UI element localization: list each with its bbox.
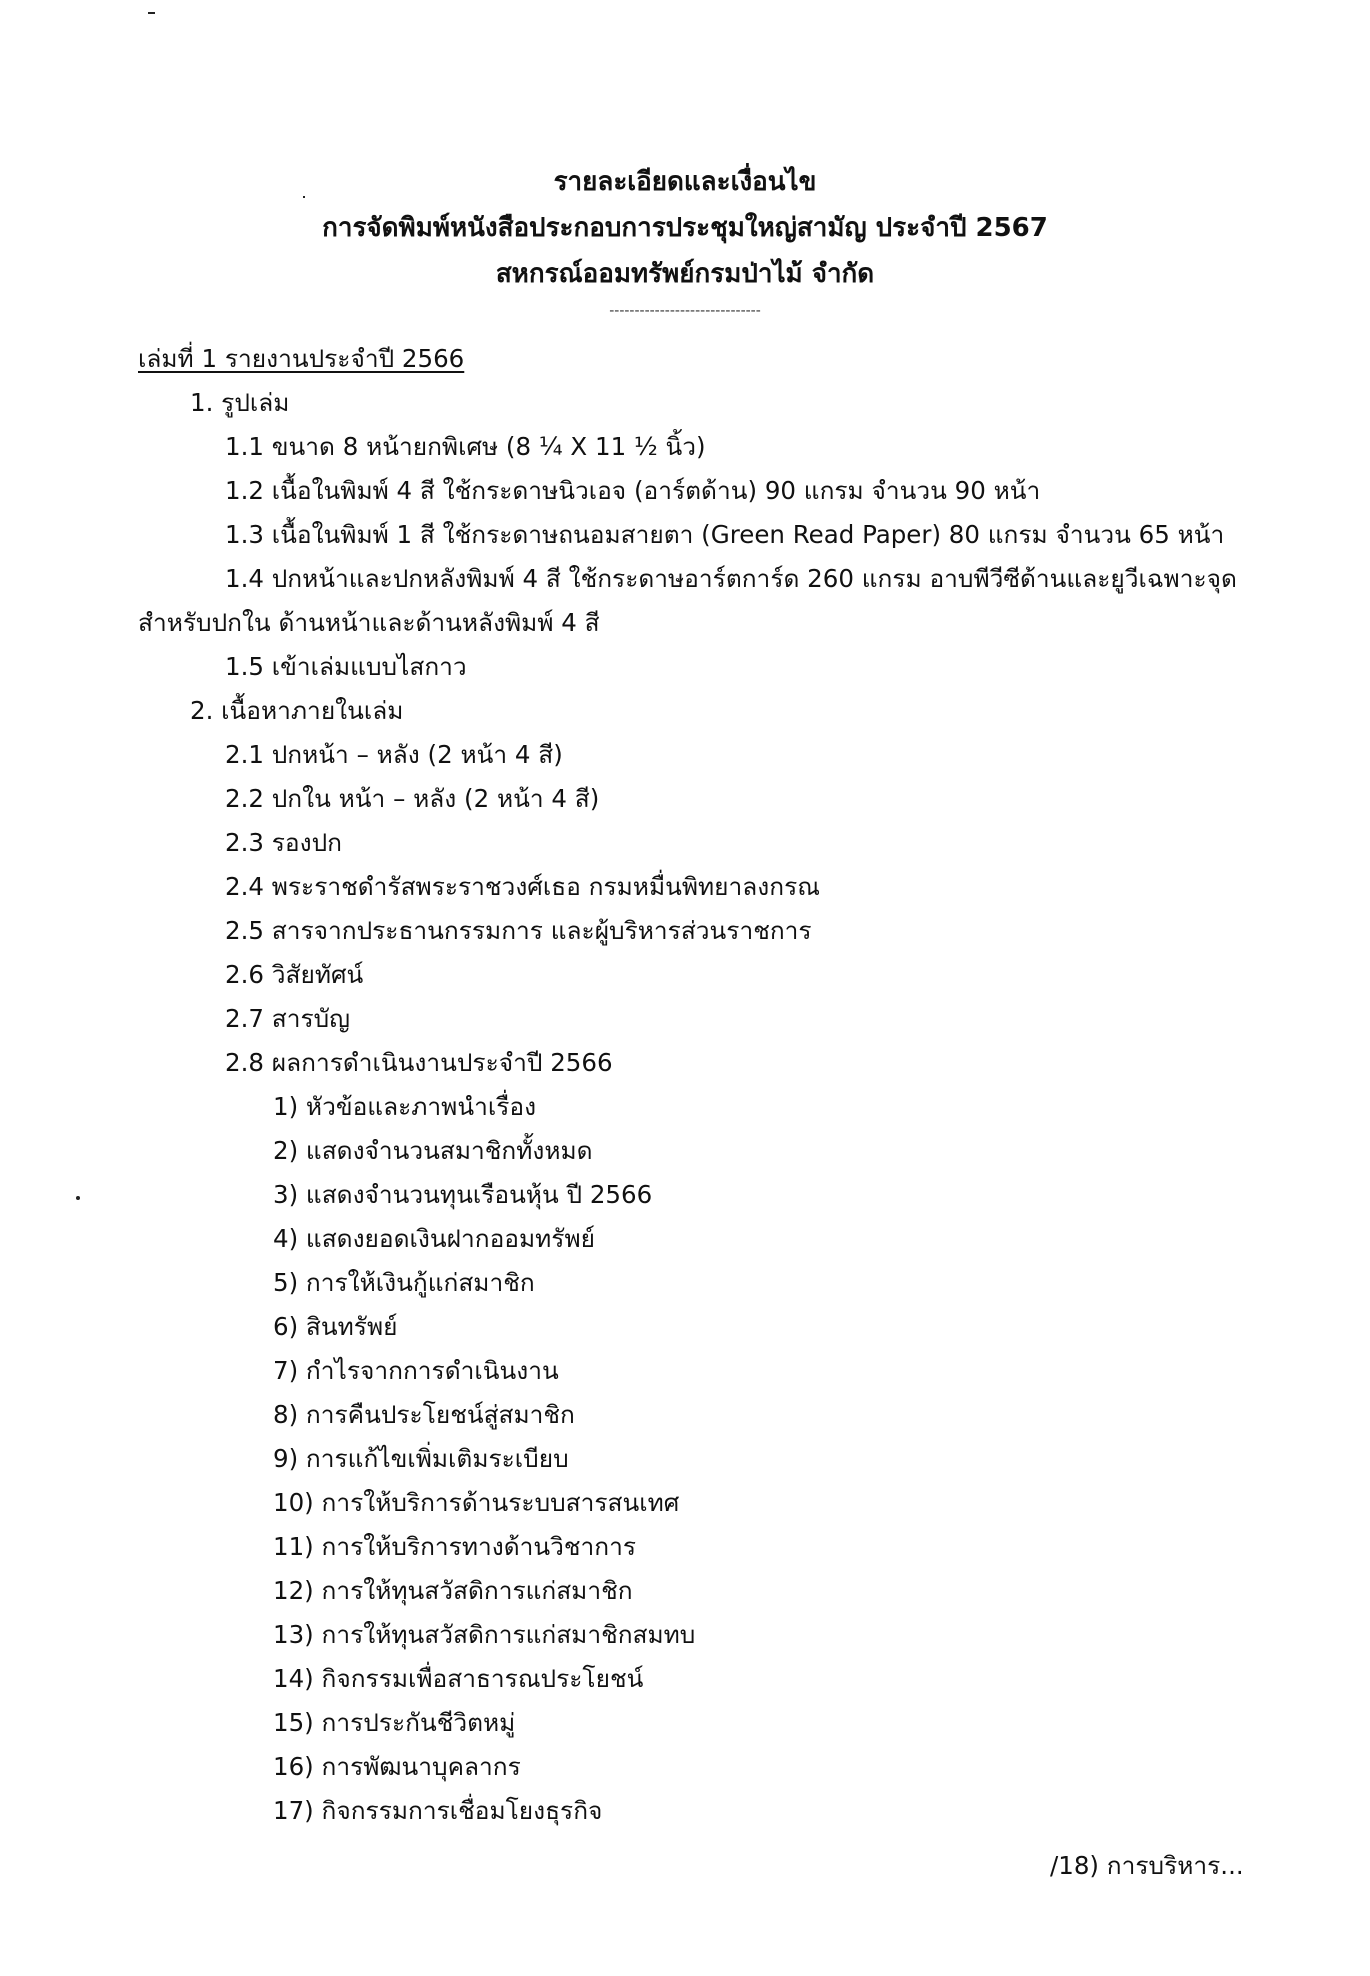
list-item-continuation: สำหรับปกใน ด้านหน้าและด้านหลังพิมพ์ 4 สี [138,608,600,637]
sub-list-item: 3) แสดงจำนวนทุนเรือนหุ้น ปี 2566 [273,1180,653,1209]
sub-list-item: 6) สินทรัพย์ [273,1312,398,1341]
sub-list-item: 17) กิจกรรมการเชื่อมโยงธุรกิจ [273,1796,603,1825]
header-separator: ------------------------------ [609,303,761,319]
list-item: 1.1 ขนาด 8 หน้ายกพิเศษ (8 ¼ X 11 ½ นิ้ว) [225,432,706,461]
doc-title: รายละเอียดและเงื่อนไข [553,167,817,197]
page-continuation: /18) การบริหาร... [1050,1851,1244,1880]
sub-list-item: 9) การแก้ไขเพิ่มเติมระเบียบ [273,1444,569,1473]
section-2-heading: 2. เนื้อหาภายในเล่ม [190,696,404,725]
doc-organization: สหกรณ์ออมทรัพย์กรมป่าไม้ จำกัด [495,259,875,289]
sub-list-item: 5) การให้เงินกู้แก่สมาชิก [273,1268,535,1297]
sub-list-item: 7) กำไรจากการดำเนินงาน [273,1356,559,1385]
list-item: 1.2 เนื้อในพิมพ์ 4 สี ใช้กระดาษนิวเอจ (อาร์ตด้าน) 90 แกรม จำนวน 90 หน้า [225,476,1041,505]
list-item: 2.4 พระราชดำรัสพระราชวงศ์เธอ กรมหมื่นพิทยาลงกรณ [225,872,820,901]
list-item: 2.1 ปกหน้า – หลัง (2 หน้า 4 สี) [225,740,563,769]
list-item: 2.3 รองปก [225,828,342,857]
list-item: 2.2 ปกใน หน้า – หลัง (2 หน้า 4 สี) [225,784,600,813]
scan-speck [76,1196,80,1200]
scan-speck [148,12,155,14]
sub-list-item: 15) การประกันชีวิตหมู่ [273,1708,516,1737]
sub-list-item: 12) การให้ทุนสวัสดิการแก่สมาชิก [273,1576,633,1605]
volume-title: เล่มที่ 1 รายงานประจำปี 2566 [138,344,465,373]
sub-list-item: 2) แสดงจำนวนสมาชิกทั้งหมด [273,1136,593,1165]
sub-list-item: 11) การให้บริการทางด้านวิชาการ [273,1532,637,1561]
sub-list-item: 4) แสดงยอดเงินฝากออมทรัพย์ [273,1224,595,1253]
section-1-heading: 1. รูปเล่ม [190,388,290,417]
sub-list-item: 16) การพัฒนาบุคลากร [273,1752,521,1781]
list-item: 1.4 ปกหน้าและปกหลังพิมพ์ 4 สี ใช้กระดาษอาร์ตการ์ด 260 แกรม อาบพีวีซีด้านและยูวีเฉพาะจุด [225,564,1237,593]
sub-list-item: 8) การคืนประโยชน์สู่สมาชิก [273,1400,575,1429]
list-item: 2.8 ผลการดำเนินงานประจำปี 2566 [225,1048,613,1077]
sub-list-item: 13) การให้ทุนสวัสดิการแก่สมาชิกสมทบ [273,1620,696,1649]
sub-list-item: 1) หัวข้อและภาพนำเรื่อง [273,1092,537,1121]
list-item: 1.5 เข้าเล่มแบบไสกาว [225,652,467,681]
list-item: 1.3 เนื้อในพิมพ์ 1 สี ใช้กระดาษถนอมสายตา (Green Read Paper) 80 แกรม จำนวน 65 หน้า [225,520,1225,549]
doc-subtitle: การจัดพิมพ์หนังสือประกอบการประชุมใหญ่สามัญ ประจำปี 2567 [322,213,1048,243]
list-item: 2.5 สารจากประธานกรรมการ และผู้บริหารส่วนราชการ [225,916,812,945]
list-item: 2.6 วิสัยทัศน์ [225,960,364,989]
list-item: 2.7 สารบัญ [225,1004,351,1033]
sub-list-item: 14) กิจกรรมเพื่อสาธารณประโยชน์ [273,1664,644,1693]
sub-list-item: 10) การให้บริการด้านระบบสารสนเทศ [273,1488,680,1517]
